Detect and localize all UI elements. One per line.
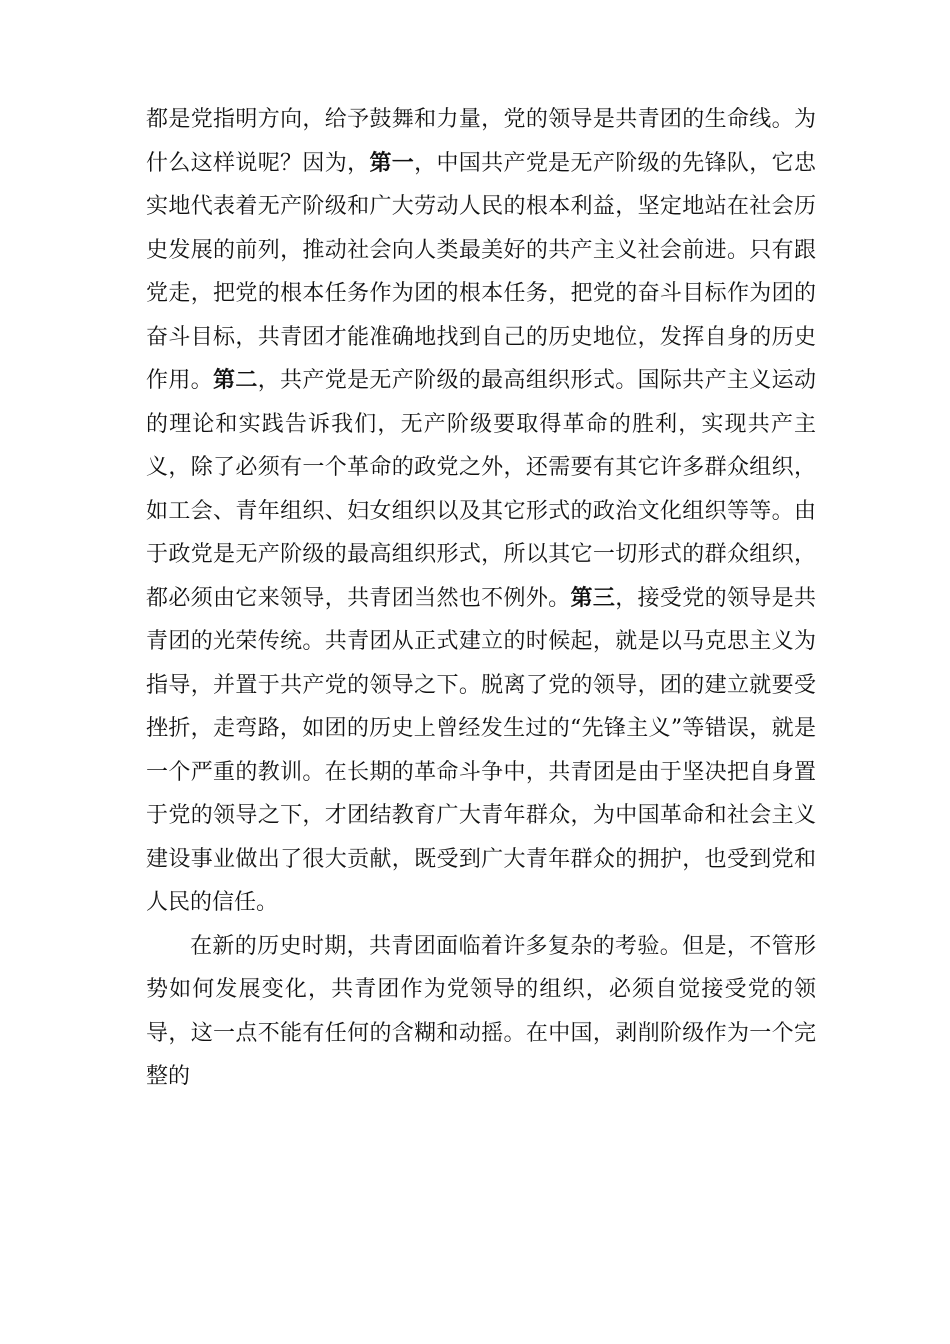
- document-body: [146, 98, 816, 1099]
- paragraph-1: [146, 98, 816, 925]
- emphasis-first: 第一: [369, 149, 415, 176]
- paragraph-1-text-b: ，中国共产党是无产阶级的先锋队，它忠实地代表着无产阶级和广大劳动人民的根本利益，坚定地站在社会历史发展的前列，推动社会向人类最美好的共产主义社会前进。只有跟党走，把党的根本任务作为团的根本任务，把党的奋斗目标作为团的奋斗目标，共青团才能准确地找到自己的历史地位，发挥自身的历史作用。: [146, 150, 816, 393]
- emphasis-third: 第三: [570, 584, 616, 611]
- paragraph-1-text-d: ，接受党的领导是共青团的光荣传统。共青团从正式建立的时候起，就是以马克思主义为指导，并置于共产党的领导之下。脱离了党的领导，团的建立就要受挫折，走弯路，如团的历史上曾经发生过的“先锋主义”等错误，就是一个严重的教训。在长期的革命斗争中，共青团是由于坚决把自身置于党的领导之下，才团结教育广大青年群众，为中国革命和社会主义建设事业做出了很大贡献，既受到广大青年群众的拥护，也受到党和人民的信任。: [146, 585, 816, 915]
- paragraph-1-text-a: 都是党指明方向，给予鼓舞和力量，党的领导是共青团的生命线。为什么这样说呢？因为，: [146, 107, 816, 176]
- emphasis-second: 第二: [213, 367, 258, 393]
- paragraph-2: 在新的历史时期，共青团面临着许多复杂的考验。但是，不管形势如何发展变化，共青团作为党领导的组织，必须自觉接受党的领导，这一点不能有任何的含糊和动摇。在中国，剥削阶级作为一个完整的: [146, 933, 816, 1089]
- paragraph-1-text-c: ，共产党是无产阶级的最高组织形式。国际共产主义运动的理论和实践告诉我们，无产阶级要取得革命的胜利，实现共产主义，除了必须有一个革命的政党之外，还需要有其它许多群众组织，如工会、青年组织、妇女组织以及其它形式的政治文化组织等等。由于政党是无产阶级的最高组织形式，所以其它一切形式的群众组织，都必须由它来领导，共青团当然也不例外。: [146, 368, 816, 611]
